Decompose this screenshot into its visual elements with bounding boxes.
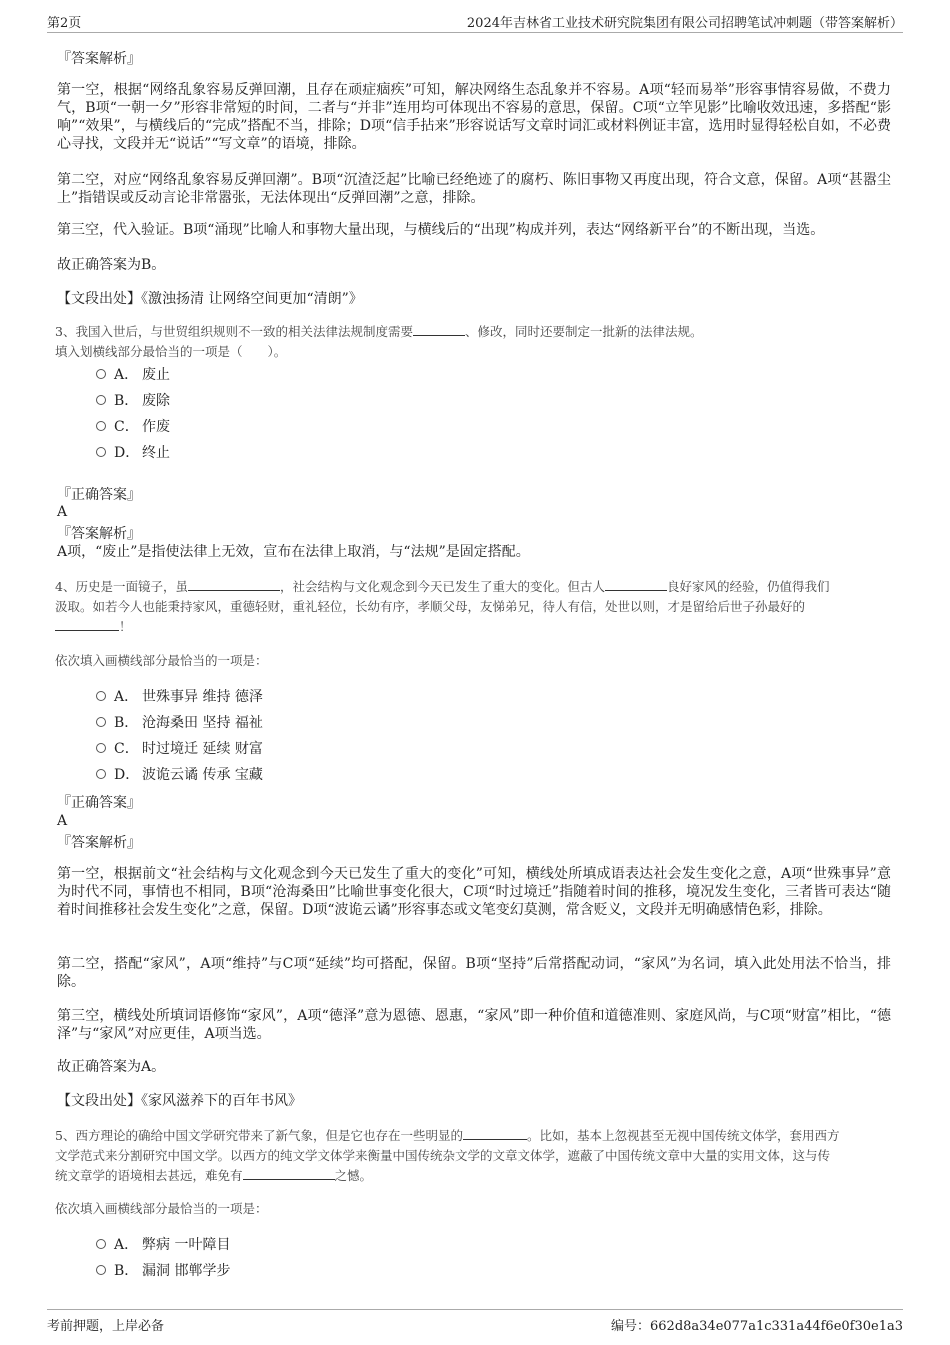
q4-option-c[interactable]: C． 时过境迁 延续 财富 xyxy=(96,739,263,759)
q3-answer: A xyxy=(57,504,68,520)
q2-analysis-para3: 第三空，代入验证。B项“涌现”比喻人和事物大量出现，与横线后的“出现”构成并列，表达“网络新平台”的不断出现，当选。 xyxy=(57,222,825,238)
q2-source: 【文段出处】《激浊扬清 让网络空间更加“清朗”》 xyxy=(57,291,363,307)
q3-analysis: A项，“废止”是指使法律上无效，宣布在法律上取消，与“法规”是固定搭配。 xyxy=(57,544,530,560)
q4-stem-line2: 汲取。如若今人也能秉持家风，重德轻财，重礼轻位，长幼有序，孝顺父母，友悌弟兄，待人有信，处世以则，才是留给后世子孙最好的 xyxy=(55,599,806,614)
q3-option-d[interactable]: D． 终止 xyxy=(96,443,170,463)
radio-icon[interactable] xyxy=(96,1265,106,1275)
q4-analysis-para3: 第三空，横线处所填词语修饰“家风”，A项“德泽”意为恩德、恩惠，“家风”即一种价值和道德准则、家庭风尚，与C项“财富”相比，“德泽”与“家风”对应更佳，A项当选。 xyxy=(57,1008,891,1042)
q3-option-b[interactable]: B． 废除 xyxy=(96,391,170,411)
q4-prompt: 依次填入画横线部分最恰当的一项是： xyxy=(55,653,268,668)
q5-option-a[interactable]: A． 弊病 一叶障目 xyxy=(96,1235,230,1255)
q4-option-b[interactable]: B． 沧海桑田 坚持 福祉 xyxy=(96,713,263,733)
q5-prompt: 依次填入画横线部分最恰当的一项是： xyxy=(55,1201,268,1216)
page-header xyxy=(47,8,903,33)
q5-blank-1 xyxy=(463,1126,527,1140)
page-footer xyxy=(47,1309,903,1335)
radio-icon[interactable] xyxy=(96,421,106,431)
page-number: 第2页 xyxy=(47,16,82,31)
q4-analysis-para2: 第二空，搭配“家风”，A项“维持”与C项“延续”均可搭配，保留。B项“坚持”后常搭配动词，“家风”为名词，填入此处用法不恰当，排除。 xyxy=(57,956,891,990)
q5-blank-2 xyxy=(243,1166,335,1180)
q5-stem-line2: 文学范式来分割研究中国文学。以西方的纯文学文体学来衡量中国传统杂文学的文章文体学，遮蔽了中国传统文章中大量的实用文体，这与传 xyxy=(55,1148,831,1163)
q4-option-a[interactable]: A． 世殊事异 维持 德泽 xyxy=(96,687,263,707)
radio-icon[interactable] xyxy=(96,447,106,457)
q3-answer-title: 『正确答案』 xyxy=(57,487,141,503)
q4-answer-title: 『正确答案』 xyxy=(57,795,141,811)
q3-analysis-title: 『答案解析』 xyxy=(57,526,141,542)
q4-stem-line1: 4、历史是一面镜子，虽 ，社会结构与文化观念到今天已发生了重大的变化。但古人 良好家风的经验，仍值得我们 xyxy=(55,579,830,594)
radio-icon[interactable] xyxy=(96,691,106,701)
q3-stem: 3、我国入世后，与世贸组织规则不一致的相关法律法规制度需要 、修改，同时还要制定一批新的法律法规。 xyxy=(55,324,703,339)
footer-slogan: 考前押题，上岸必备 xyxy=(47,1319,165,1334)
q2-analysis-para2: 第二空，对应“网络乱象容易反弹回潮”。B项“沉渣泛起”比喻已经绝迹了的腐朽、陈旧事物又再度出现，符合文意，保留。A项“甚嚣尘上”指错误或反动言论非常嚣张，无法体现出“反弹回潮”之意，排除。 xyxy=(57,172,891,206)
q2-conclusion: 故正确答案为B。 xyxy=(57,257,166,273)
q5-option-b[interactable]: B． 漏洞 邯郸学步 xyxy=(96,1261,230,1281)
q3-prompt: 填入划横线部分最恰当的一项是（ ）。 xyxy=(55,344,287,359)
radio-icon[interactable] xyxy=(96,395,106,405)
radio-icon[interactable] xyxy=(96,369,106,379)
q4-blank-3 xyxy=(55,617,119,631)
q3-option-a[interactable]: A． 废止 xyxy=(96,365,170,385)
q4-stem-line3: ！ xyxy=(55,617,132,637)
q3-option-c[interactable]: C． 作废 xyxy=(96,417,170,437)
document-title: 2024年吉林省工业技术研究院集团有限公司招聘笔试冲刺题（带答案解析） xyxy=(466,16,903,31)
q4-blank-2 xyxy=(605,577,667,591)
q4-blank-1 xyxy=(188,577,280,591)
radio-icon[interactable] xyxy=(96,769,106,779)
q5-stem-line1: 5、西方理论的确给中国文学研究带来了新气象，但是它也存在一些明显的 。比如，基本上忽视甚至无视中国传统文体学，套用西方 xyxy=(55,1128,840,1143)
radio-icon[interactable] xyxy=(96,717,106,727)
q2-analysis-para1: 第一空，根据“网络乱象容易反弹回潮，且存在顽症痼疾”可知，解决网络生态乱象并不容易。A项“轻而易举”形容事情容易做，不费力气，B项“一朝一夕”形容非常短的时间，二者与“并非”连用均可体现出不容易的意思，保留。C项“立竿见影”比喻收效迅速，多搭配“影响”“效果”，与横线后的“完成”搭配不当，排除；D项“信手拈来”形容说话写文章时词汇或材料例证丰富，选用时显得轻松自如，不必费心寻找，文段并无“说话”“写文章”的语境，排除。 xyxy=(57,82,891,152)
q4-source: 【文段出处】《家风滋养下的百年书风》 xyxy=(57,1093,302,1109)
q4-option-d[interactable]: D． 波诡云谲 传承 宝藏 xyxy=(96,765,263,785)
q4-answer: A xyxy=(57,813,68,829)
footer-serial: 编号：662d8a34e077a1c331a44f6e0f30e1a3 xyxy=(611,1319,903,1334)
q2-analysis-title: 『答案解析』 xyxy=(57,51,141,67)
radio-icon[interactable] xyxy=(96,743,106,753)
q4-analysis-title: 『答案解析』 xyxy=(57,835,141,851)
q4-analysis-para1: 第一空，根据前文“社会结构与文化观念到今天已发生了重大的变化”可知，横线处所填成语表达社会发生变化之意，A项“世殊事异”意为时代不同，事情也不相同，B项“沧海桑田”比喻世事变化很大，C项“时过境迁”指随着时间的推移，境况发生变化，三者皆可表达“随着时间推移社会发生变化”之意，保留。D项“波诡云谲”形容事态或文笔变幻莫测，常含贬义，文段并无明确感情色彩，排除。 xyxy=(57,866,891,918)
q5-stem-line3: 统文章学的语境相去甚远，难免有 之憾。 xyxy=(55,1168,373,1183)
radio-icon[interactable] xyxy=(96,1239,106,1249)
q3-blank xyxy=(413,322,465,336)
q4-conclusion: 故正确答案为A。 xyxy=(57,1059,166,1075)
